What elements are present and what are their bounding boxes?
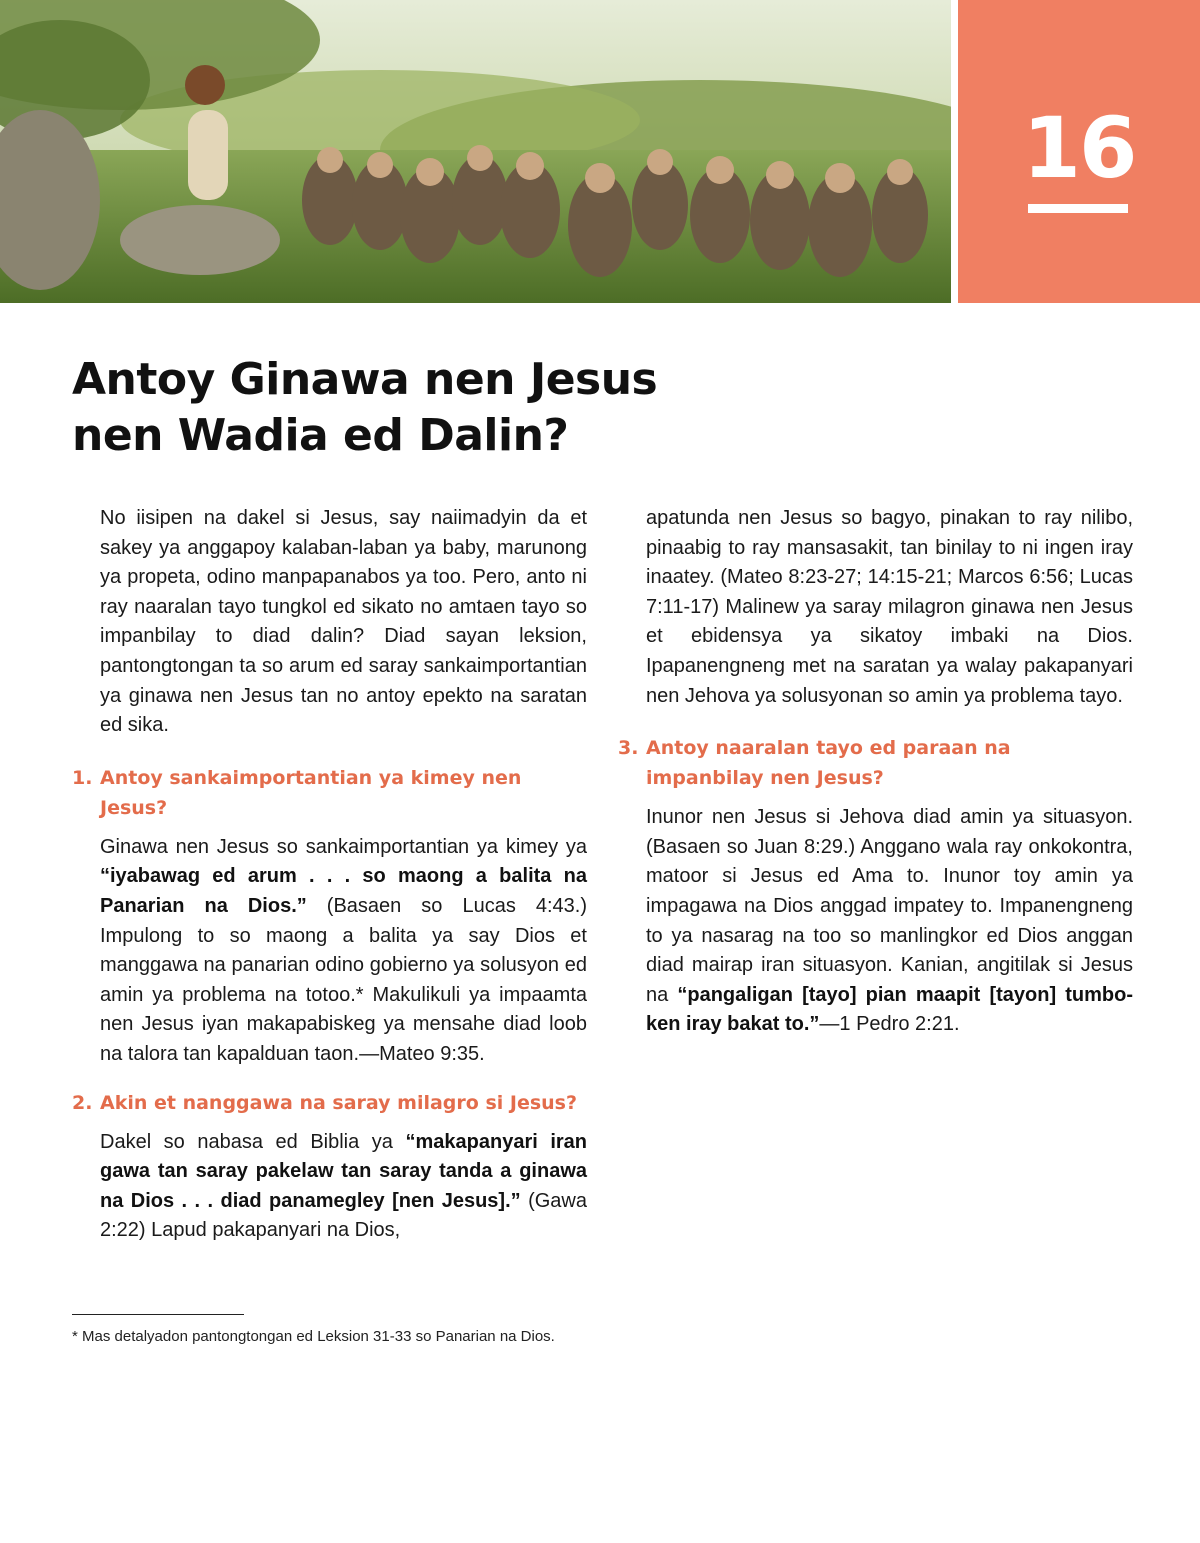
question-3-heading — [618, 733, 1133, 793]
question-1-number: 1. — [72, 766, 93, 789]
lesson-number: 16 — [1022, 99, 1136, 197]
answer-1-quote: “iyabawag ed arum . . . so maong a balita na Panarian na Dios.” — [100, 865, 587, 917]
answer-2-continued: apatunda nen Jesus so bagyo, pinakan to ray nilibo, pinaabig to ray mansasakit, tan binilay to ni ingen iray inaatey. (Mateo 8:23-27; 14:15-21; Marcos 6:56; Lucas 7:11-17) Malinew ya saray milagron ginawa nen Jesus et ebidensya ya sikatoy imbaki na Dios. Ipapanengneng met na saratan ya walay pakapanyari nen Jehova ya solusyonan so amin ya problema tayo. — [646, 507, 1133, 707]
answer-2-quote: “makapanyari iran gawa tan saray pakelaw tan saray tanda a ginawa na Dios . . . diad panamegley [nen Jesus].” — [100, 1130, 588, 1212]
question-2-number: 2. — [72, 1091, 93, 1114]
answer-3-text-start: Inunor nen Jesus si Jehova diad amin ya situasyon. (Basaen so Juan 8:29.) Anggano wala ray onkokontra, matoor si Jesus ed Ama to. Inunor toy amin ya impagawa na Dios anggad impatey to. Impanengneng to ya nasarag na too so manlingkor ed Dios anggan diad mairap iran situasyon. Kanian, angitilak si Jesus na — [646, 806, 1133, 1006]
lesson-number-underline — [1028, 204, 1128, 213]
question-3-number: 3. — [618, 737, 639, 760]
hero-illustration — [0, 0, 951, 303]
answer-3-text-end: —1 Pedro 2:21. — [819, 1013, 960, 1036]
answer-1-text-end: (Basaen so Lucas 4:43.) Impulong to so maong a balita ya say Dios et manggawa na panarian odino gobierno ya solusyon ed amin ya problema na totoo.* Makulikuli ya impaamta nen Jesus iyan makapabiskeg ya mensahe diad loob na talora tan kapalduan taon.—Mateo 9:35. — [100, 894, 587, 1065]
left-column — [72, 504, 587, 1246]
lesson-number-box — [958, 0, 1200, 303]
answer-3-paragraph — [646, 803, 1133, 1040]
question-3-text: Antoy naaralan tayo ed paraan na impanbilay nen Jesus? — [646, 737, 1011, 790]
lesson-title — [72, 352, 832, 464]
question-2-heading — [72, 1088, 587, 1118]
footnote: * Mas detalyadon pantongtongan ed Leksion 31-33 so Panarian na Dios. — [72, 1328, 555, 1345]
title-line-2: nen Wadia ed Dalin? — [72, 410, 569, 461]
title-line-1: Antoy Ginawa nen Jesus — [72, 354, 658, 405]
question-2-text: Akin et nanggawa na saray milagro si Jesus? — [100, 1091, 578, 1114]
question-1-heading — [72, 763, 587, 823]
jesus-teaching-crowd-image — [0, 0, 951, 303]
right-column — [618, 504, 1133, 1040]
answer-1-text-start: Ginawa nen Jesus so sankaimportantian ya kimey ya — [100, 835, 587, 858]
answer-2-text-start: Dakel so nabasa ed Biblia ya — [100, 1130, 406, 1153]
answer-2-text-end: (Gawa 2:22) Lapud pakapanyari na Dios, — [100, 1189, 587, 1242]
intro-paragraph: No iisipen na dakel si Jesus, say naiimadyin da et sakey ya anggapoy kalaban-laban ya baby, marunong ya propeta, odino manpapanabos ya too. Pero, anto ni ray naaralan tayo tungkol ed sikato no amtaen tayo so impanbilay to diad dalin? Diad sayan leksion, pantongtongan ta so arum ed saray sankaimportantian ya ginawa nen Jesus tan no antoy epekto na saratan ed sika. — [100, 507, 587, 737]
answer-3-quote: “pangaligan [tayo] pian maapit [tayon] tumboken iray bakat to.” — [646, 983, 1133, 1036]
answer-2-paragraph — [100, 1128, 587, 1246]
footnote-divider — [72, 1314, 244, 1315]
answer-1-paragraph — [100, 833, 587, 1070]
question-1-text: Antoy sankaimportantian ya kimey nen Jesus? — [100, 766, 522, 819]
